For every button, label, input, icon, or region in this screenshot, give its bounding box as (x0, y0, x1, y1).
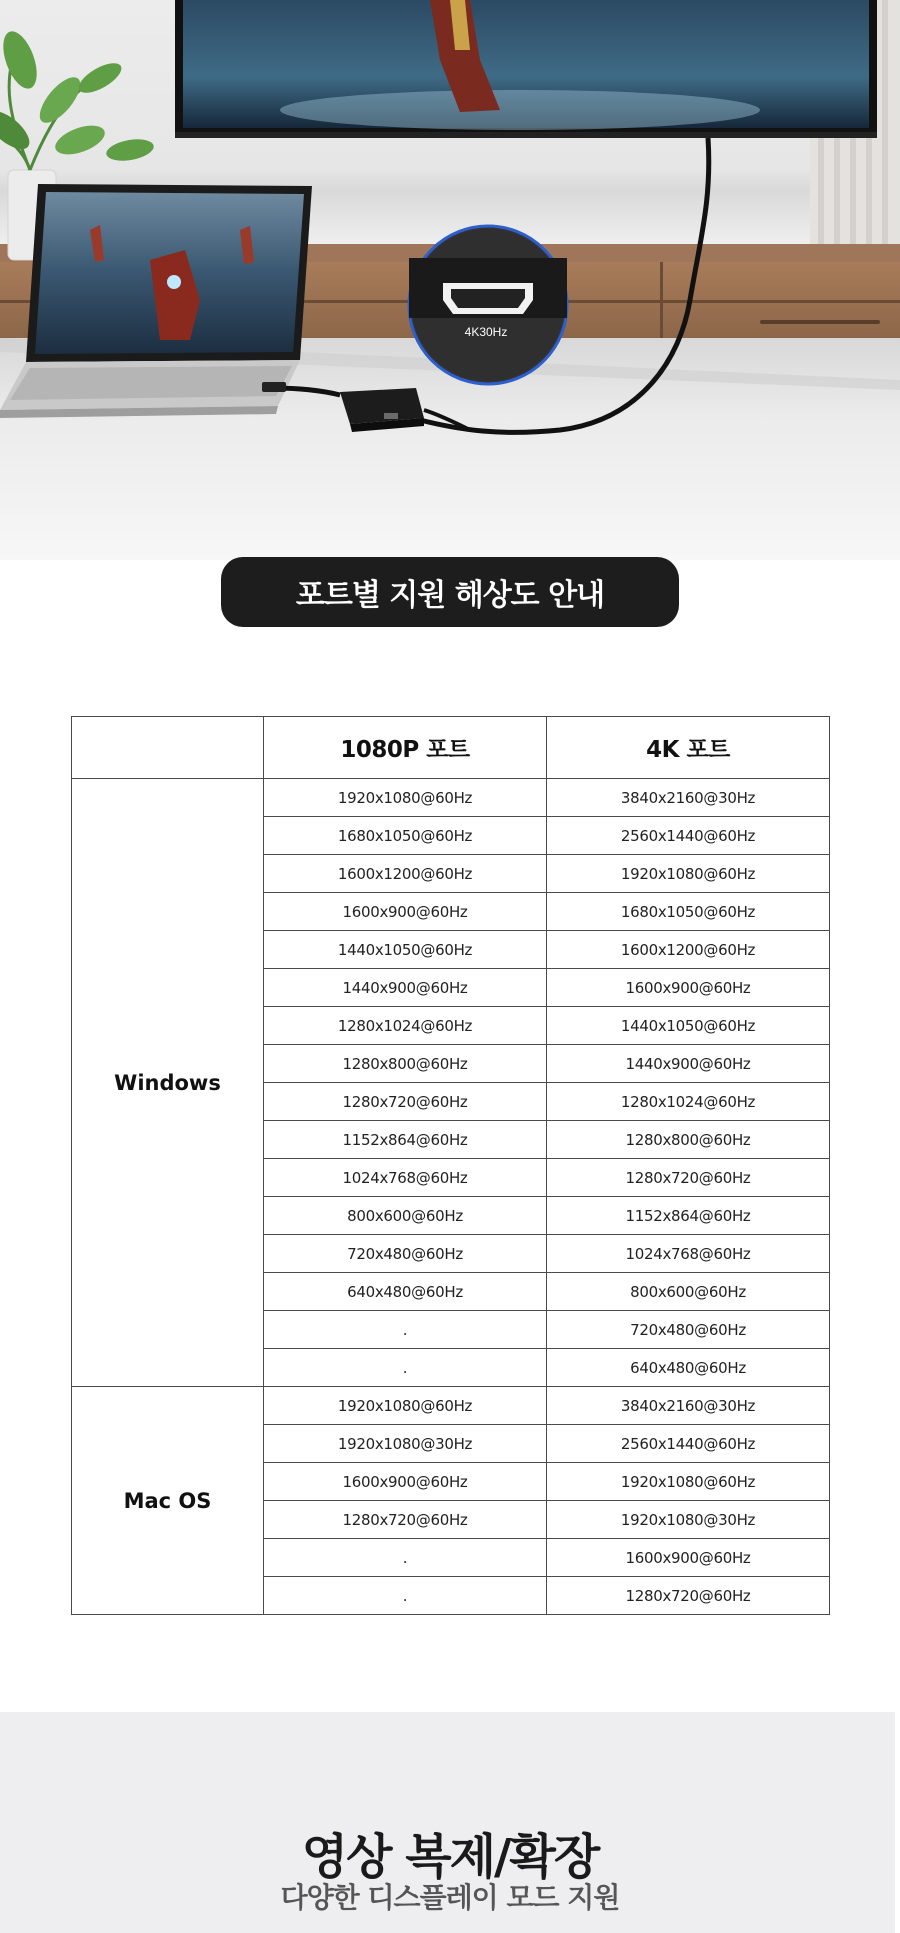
mirror-extend-subtitle: 다양한 디스플레이 모드 지원 (280, 1881, 620, 1914)
1080p-value-cell: 1152x864@60Hz (264, 1121, 547, 1159)
4k-value-cell: 1280x720@60Hz (547, 1159, 830, 1197)
4k-value-cell: 3840x2160@30Hz (547, 1387, 830, 1425)
4k-value-cell: 1024x768@60Hz (547, 1235, 830, 1273)
4k-value-cell: 1440x1050@60Hz (547, 1007, 830, 1045)
hero-illustration (0, 0, 900, 560)
4k-value-cell: 720x480@60Hz (547, 1311, 830, 1349)
1080p-value-cell: 1600x900@60Hz (264, 1463, 547, 1501)
1080p-value-cell: 640x480@60Hz (264, 1273, 547, 1311)
4k-value-cell: 1280x720@60Hz (547, 1577, 830, 1615)
1080p-value-cell: 1920x1080@60Hz (264, 779, 547, 817)
4k-value-cell: 1920x1080@30Hz (547, 1501, 830, 1539)
header-4k-port: 4K 포트 (547, 717, 830, 779)
4k-value-cell: 1440x900@60Hz (547, 1045, 830, 1083)
1080p-value-cell: 1440x900@60Hz (264, 969, 547, 1007)
1080p-value-cell: 1920x1080@60Hz (264, 1387, 547, 1425)
table-row (72, 779, 830, 817)
1080p-value-cell: . (264, 1577, 547, 1615)
1080p-value-cell: 800x600@60Hz (264, 1197, 547, 1235)
4k-value-cell: 1920x1080@60Hz (547, 1463, 830, 1501)
4k-value-cell: 1680x1050@60Hz (547, 893, 830, 931)
1080p-value-cell: . (264, 1311, 547, 1349)
4k-value-cell: 1280x1024@60Hz (547, 1083, 830, 1121)
1080p-value-cell: . (264, 1349, 547, 1387)
header-1080p-port: 1080P 포트 (264, 717, 547, 779)
header-os (72, 717, 264, 779)
resolution-table (71, 716, 830, 1615)
4k-value-cell: 640x480@60Hz (547, 1349, 830, 1387)
4k-value-cell: 1280x800@60Hz (547, 1121, 830, 1159)
4k-value-cell: 1600x900@60Hz (547, 1539, 830, 1577)
port-label: 4K30Hz (464, 325, 508, 339)
table-body (72, 779, 830, 1615)
4k-value-cell: 2560x1440@60Hz (547, 817, 830, 855)
1080p-value-cell: 720x480@60Hz (264, 1235, 547, 1273)
resolution-guide-title-badge (221, 557, 679, 627)
table-header-row (72, 717, 830, 779)
os-cell: Mac OS (72, 1387, 264, 1615)
1080p-value-cell: 1920x1080@30Hz (264, 1425, 547, 1463)
tv (175, 0, 877, 138)
1080p-value-cell: 1024x768@60Hz (264, 1159, 547, 1197)
resolution-guide-title: 포트별 지원 해상도 안내 (295, 578, 605, 613)
4k-value-cell: 1600x900@60Hz (547, 969, 830, 1007)
mirror-extend-title: 영상 복제/확장 (301, 1829, 599, 1885)
1080p-value-cell: . (264, 1539, 547, 1577)
1080p-value-cell: 1680x1050@60Hz (264, 817, 547, 855)
1080p-value-cell: 1440x1050@60Hz (264, 931, 547, 969)
hdmi-port-zoom (409, 226, 567, 384)
4k-value-cell: 2560x1440@60Hz (547, 1425, 830, 1463)
4k-value-cell: 800x600@60Hz (547, 1273, 830, 1311)
1080p-value-cell: 1280x720@60Hz (264, 1083, 547, 1121)
1080p-value-cell: 1280x800@60Hz (264, 1045, 547, 1083)
1080p-value-cell: 1600x900@60Hz (264, 893, 547, 931)
hero-scene (0, 0, 900, 560)
1080p-value-cell: 1280x720@60Hz (264, 1501, 547, 1539)
table-row (72, 1387, 830, 1425)
os-cell: Windows (72, 779, 264, 1387)
4k-value-cell: 1600x1200@60Hz (547, 931, 830, 969)
1080p-value-cell: 1600x1200@60Hz (264, 855, 547, 893)
4k-value-cell: 1152x864@60Hz (547, 1197, 830, 1235)
4k-value-cell: 1920x1080@60Hz (547, 855, 830, 893)
1080p-value-cell: 1280x1024@60Hz (264, 1007, 547, 1045)
4k-value-cell: 3840x2160@30Hz (547, 779, 830, 817)
